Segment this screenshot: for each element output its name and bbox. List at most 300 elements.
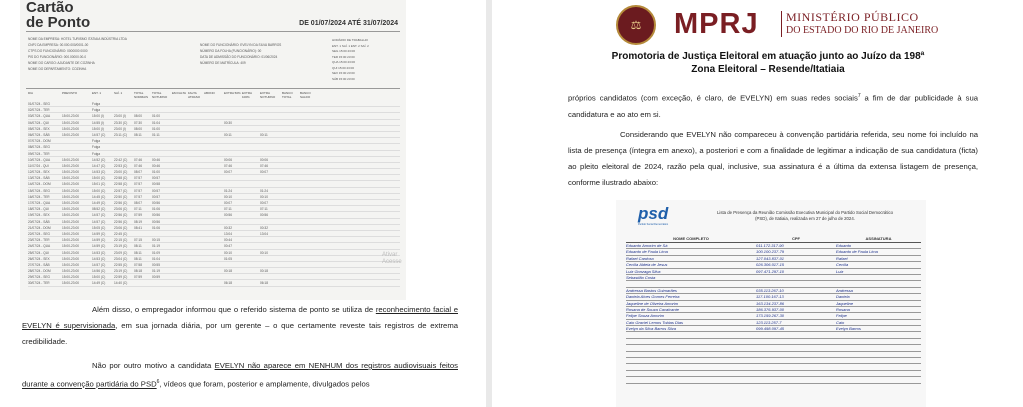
table-cell: 15:05 (C) — [92, 225, 106, 230]
table-cell: 22:42 (C) — [114, 157, 128, 162]
presence-cell: Sebastião Costa — [626, 274, 656, 280]
presence-cell — [626, 364, 756, 369]
table-cell: 00:55 — [152, 262, 160, 267]
employee-info-left — [28, 36, 127, 72]
table-cell: 14:57 (C) — [92, 213, 106, 218]
table-cell: 08:07 — [134, 201, 142, 205]
presence-cell — [626, 371, 756, 376]
table-cell: 07:59 — [134, 213, 142, 218]
table-cell: 07:57 — [134, 188, 142, 193]
table-cell: 00:10 — [260, 250, 268, 255]
table-cell: 00:15 — [152, 238, 160, 243]
table-cell: 22:59 (C) — [114, 275, 128, 280]
table-column-header: PREVISTO — [62, 91, 78, 95]
presence-cell — [756, 377, 836, 382]
table-cell: 15:00-23:00 — [62, 231, 80, 236]
presence-cell: Evelyn da Silva Barros Silva — [626, 326, 677, 332]
table-cell: 06/07/24 - SÁB — [28, 132, 50, 137]
table-cell: 22/07/24 - SEG — [28, 231, 50, 236]
table-column-header: EXTRA NOTURNO — [260, 91, 276, 99]
presence-cell: Felipe — [836, 313, 847, 319]
info-line: CNPJ DA EMPRESA: 00.000.000/0001-00 — [28, 43, 89, 47]
table-cell: 15:00-23:00 — [62, 120, 80, 125]
schedule-line: ENT. 1 SAÍ. 1 ENT. 2 SAÍ. 2 — [332, 43, 369, 48]
table-cell: 28/07/24 - DOM — [28, 269, 51, 274]
timecard-title: Cartão de Ponto — [26, 0, 91, 31]
timecard-scan — [20, 0, 406, 300]
table-cell: 08:18 — [134, 269, 142, 274]
table-cell: 00:11 — [224, 132, 232, 137]
table-cell: 11/07/24 - QUI — [28, 163, 49, 168]
presence-cell: Luiz Gonzaga Silva — [626, 268, 661, 274]
presence-cell — [756, 358, 836, 363]
table-cell: 27/07/24 - SÁB — [28, 262, 50, 267]
table-column-header: TOTAL NOTURNO — [152, 91, 168, 99]
table-cell: 01:00 — [152, 126, 160, 131]
table-cell: 15:00-23:00 — [62, 157, 80, 162]
table-column-header: EM FALTA — [172, 91, 187, 95]
presence-cell — [836, 352, 921, 357]
table-cell: 01:24 — [224, 188, 232, 193]
table-cell: 14:52 (C) — [92, 157, 106, 162]
table-cell: 15:00-23:00 — [62, 219, 80, 224]
table-cell: 00:59 — [152, 275, 160, 280]
table-cell: 23:06 (C) — [114, 207, 128, 212]
presence-cell: 011.172.317-90 — [756, 243, 784, 248]
table-cell: 01:04 — [152, 256, 160, 261]
table-column-header: BANCO SALDO — [300, 91, 311, 99]
table-cell: 01:24 — [260, 188, 268, 193]
table-cell: 14:57 (C) — [92, 262, 106, 267]
table-cell: 14:53 (C) — [92, 170, 106, 175]
presence-table-body — [626, 243, 921, 384]
table-cell: 07:15 — [134, 238, 142, 243]
table-cell: 15:00-23:00 — [62, 281, 80, 286]
table-cell: 15:00-23:00 — [62, 126, 80, 131]
table-cell: 09/07/24 - TER — [28, 151, 50, 156]
table-cell: 07:11 — [224, 207, 232, 212]
presence-cell — [836, 281, 921, 286]
table-row — [28, 280, 400, 286]
table-cell: 08:41 — [134, 225, 142, 230]
info-line: CTPS DO FUNCIONÁRIO: 0000000 0000 — [28, 49, 88, 53]
table-cell: 07:11 — [260, 207, 268, 212]
table-cell: 15:00-23:00 — [62, 176, 80, 181]
table-column-header: SAÍ. 1 — [114, 91, 123, 95]
presence-cell — [626, 352, 756, 357]
table-cell: 15:00-23:00 — [62, 163, 80, 168]
table-cell: 14:53 (C) — [92, 250, 106, 255]
presence-cell: Cecília — [836, 262, 849, 268]
presence-cell: Luiz — [836, 268, 844, 274]
table-cell: 23:30 (C) — [114, 120, 128, 125]
table-cell: 15:00-23:00 — [62, 262, 80, 267]
psd-logo-subtitle: Partido Social Democrático — [638, 223, 669, 226]
table-cell: 14:57 (C) — [92, 132, 106, 137]
mprj-logo: MPRJ — [674, 8, 759, 40]
table-column-header: EXTRA 50% — [224, 91, 241, 95]
table-cell: 06:18 — [260, 281, 268, 286]
table-cell: 07:46 — [134, 157, 142, 162]
table-cell: 00:10 — [260, 194, 268, 199]
table-cell: 08:11 — [134, 250, 142, 255]
table-cell: 00:07 — [260, 170, 268, 175]
paragraph-attendance-list: Considerando que EVELYN não compareceu à convenção partidária referida, seu nome foi incluído na lista de presença (íntegra em anexo), a posteriori e com a finalidade de legitimar a indicação de sua candidatura (ficta) ao pleito eleitoral de 2024, razão pela qual, inclusive, sua assinatura é a última da extensa listagem de presença, conforme ilustrado abaixo: — [568, 130, 978, 187]
table-cell: 14:49 (C) — [92, 281, 106, 286]
presence-cell: Rosana de Souza Cavalcante — [626, 306, 679, 312]
table-cell: Folga — [92, 145, 100, 150]
table-cell: 22:56 (C) — [114, 213, 128, 218]
table-cell: 24/07/24 - QUA — [28, 244, 51, 249]
table-cell: 23:19 (C) — [114, 244, 128, 249]
table-cell: 15:00-23:00 — [62, 207, 80, 212]
table-column-header: ENT. 1 — [92, 91, 102, 95]
table-cell: 07:58 — [134, 262, 142, 267]
table-cell: 00:57 — [152, 194, 160, 199]
schedule-line: SEG 15:00 23:00 — [332, 49, 356, 53]
table-cell: 15:00-23:00 — [62, 194, 80, 199]
table-cell: 22:57 (C) — [114, 188, 128, 193]
table-cell: 23:19 (C) — [114, 269, 128, 274]
info-line: NOME DO DEPARTAMENTO: COZINHA — [28, 67, 87, 71]
table-cell: 15:00-23:00 — [62, 238, 80, 243]
table-cell: 01/07/24 - SEG — [28, 102, 50, 106]
table-cell: 07:59 — [134, 275, 142, 280]
table-cell: 15:00-23:00 — [62, 225, 80, 230]
table-cell: 00:56 — [152, 201, 160, 205]
presence-list-scan — [616, 200, 926, 407]
table-cell: 01:11 — [152, 132, 160, 137]
table-cell: 00:10 — [224, 250, 232, 255]
presence-cell — [836, 345, 921, 350]
table-cell: 07/07/24 - DOM — [28, 139, 51, 144]
table-cell: 14:59 (C) — [92, 238, 106, 243]
table-cell: 17/07/24 - QUA — [28, 201, 51, 205]
info-line: DATA DE ADMISSÃO DO FUNCIONÁRIO: 01/06/2024 — [200, 55, 278, 59]
table-cell: 20/07/24 - SÁB — [28, 219, 50, 224]
paragraph-social-media: próprios candidatos (com exceção, é claro, de EVELYN) em suas redes sociais$^7$ a fim de dar publicidade à sua candidatura e ao ato em si. — [568, 93, 978, 119]
paragraph-no-audiovisual: Não por outro motivo a candidata EVELYN não aparece em NENHUM dos registros audiovisuais feitos durante a convenção partidária do PSD$^6$, vídeos que foram, posterior e amplamente, divulgados pelos — [22, 361, 458, 389]
table-cell: 15:00-23:00 — [62, 213, 80, 218]
table-cell: 14:53 (C) — [92, 256, 106, 261]
presence-cell — [626, 377, 756, 382]
table-cell: 00:56 — [152, 219, 160, 224]
table-cell: 08:19 — [134, 219, 142, 224]
table-cell: 18/07/24 - QUI — [28, 207, 49, 212]
table-cell: 23:09 (C) — [114, 250, 128, 255]
table-cell: 14:59 (C) — [92, 231, 106, 236]
employee-info-right — [200, 42, 281, 66]
table-cell: 14:57 (C) — [92, 219, 106, 224]
presence-cell: Felipe Souza Amorim — [626, 313, 665, 319]
table-cell: 07:46 — [260, 163, 268, 168]
presence-cell: Jaqueline — [836, 300, 854, 306]
table-cell: 22:50 (C) — [114, 194, 128, 199]
table-cell: 22:15 (C) — [114, 238, 128, 243]
presence-cell: 163.134.237-86 — [756, 300, 785, 306]
info-line: NOME DO CARGO: AJUDANTE DE COZINHA — [28, 61, 95, 65]
table-cell: 05/07/24 - SEX — [28, 126, 50, 131]
schedule-line: QUA 15:00 23:00 — [332, 60, 356, 64]
schedule-line: TER 15:00 23:00 — [332, 54, 355, 59]
presence-row — [626, 377, 921, 383]
presence-cell: 100.100.237-79 — [756, 249, 785, 255]
table-cell: 29/07/24 - SEG — [28, 275, 50, 280]
table-cell: 00:18 — [260, 269, 268, 274]
table-cell: 14:56 (C) — [92, 269, 106, 274]
table-cell: Folga — [92, 139, 100, 144]
presence-cell: 097.471.297-10 — [756, 268, 785, 274]
info-line: NÚMERO DE MATRÍCULA: 409 — [200, 61, 246, 65]
presence-cell: Rafael — [836, 255, 848, 261]
mprj-emblem-icon: ⚖ — [616, 5, 656, 45]
presence-cell — [626, 281, 756, 286]
presence-cell: 173.159.267-30 — [756, 313, 785, 319]
presence-cell: 035.113.267-10 — [756, 287, 784, 293]
table-cell: 30/07/24 - TER — [28, 281, 50, 286]
table-column-header: ABONO — [204, 91, 215, 95]
table-cell: 13:04 — [224, 231, 232, 236]
presence-column-header: NOME COMPLETO — [673, 236, 709, 241]
table-column-header: BANCO TOTAL — [282, 91, 293, 99]
table-cell: 04/07/24 - QUI — [28, 120, 49, 125]
presence-cell: Andressa Bastos Guimarães — [626, 287, 677, 293]
presence-cell: Andressa — [836, 287, 853, 293]
table-cell: 01:06 — [152, 207, 160, 212]
table-cell: 08:00 — [134, 126, 142, 131]
presence-cell — [836, 275, 921, 280]
schedule-line: HORÁRIO DE TRABALHO — [332, 38, 368, 42]
table-cell: Folga — [92, 108, 100, 113]
schedule-line: SÁB 15:00 23:00 — [332, 76, 355, 81]
table-cell: 01:05 — [224, 256, 232, 261]
table-cell: Folga — [92, 151, 100, 156]
timecard-table-body — [28, 101, 400, 287]
table-cell: 00:32 — [260, 225, 268, 230]
table-cell: 00:07 — [224, 170, 232, 175]
table-cell: 22:56 (C) — [114, 201, 128, 205]
table-cell: 07:57 — [134, 194, 142, 199]
table-cell: 15:00-23:00 — [62, 114, 80, 119]
table-cell: 00:47 — [224, 244, 232, 249]
table-cell: 00:56 — [152, 213, 160, 218]
table-cell: 23:00 (C) — [114, 170, 128, 175]
presence-cell — [836, 339, 921, 344]
table-cell: 22:55 (C) — [114, 262, 128, 267]
presence-column-header: CPF — [792, 236, 800, 241]
presence-cell — [626, 332, 756, 337]
presence-cell: Jaqueline de Oliveira Amorim — [626, 300, 679, 306]
table-cell: 22:53 (C) — [114, 163, 128, 168]
table-cell: 07:30 — [134, 120, 142, 125]
table-cell: 07:11 — [134, 207, 142, 212]
table-cell: 00:11 — [260, 132, 268, 137]
right-document-page — [492, 0, 1023, 407]
table-cell: 07:57 — [134, 176, 142, 181]
timecard-table-header — [28, 91, 400, 101]
table-cell: 23/07/24 - TER — [28, 238, 50, 243]
info-line: PIS DO FUNCIONÁRIO: 000.00000.00-0 — [28, 55, 87, 59]
table-cell: 00:56 — [224, 213, 232, 218]
table-cell: 15:00-23:00 — [62, 182, 80, 187]
info-line: NOME DO FUNCIONÁRIO: EVELYN DA SILVA BARROS — [200, 43, 282, 47]
presence-cell: 117.100.167-13 — [756, 294, 784, 300]
presence-column-header: ASSINATURA — [865, 236, 892, 241]
table-cell: 10/07/24 - QUA — [28, 157, 51, 162]
presence-cell — [836, 364, 921, 369]
presence-cell — [836, 332, 921, 337]
presence-cell — [756, 352, 836, 357]
presence-cell: Daniela — [836, 294, 850, 300]
presence-cell: Eduardo — [836, 243, 852, 248]
presence-cell: Caio — [836, 319, 845, 325]
presence-cell: Cecília Aldeia de Jesus — [626, 262, 668, 268]
table-cell: 26/07/24 - SEX — [28, 256, 50, 261]
presence-table — [626, 236, 921, 384]
ministry-state: DO ESTADO DO RIO DE JANEIRO — [786, 25, 939, 36]
presence-cell — [626, 339, 756, 344]
presence-cell — [626, 358, 756, 363]
table-cell: 01:19 — [152, 269, 160, 274]
table-cell: 00:32 — [224, 225, 232, 230]
table-cell: 00:10 — [224, 194, 232, 199]
table-cell: 21/07/24 - DOM — [28, 225, 51, 230]
work-schedule — [332, 38, 369, 82]
schedule-line: SEX 15:00 23:00 — [332, 71, 355, 75]
table-cell: 01:19 — [152, 244, 160, 249]
table-cell: 15:00 (I) — [92, 114, 104, 119]
table-cell: 01:06 — [152, 225, 160, 230]
divider — [26, 88, 400, 89]
table-cell: 14:47 (C) — [92, 163, 106, 168]
table-cell: 08:07 — [134, 170, 142, 175]
table-cell: 15:00-23:00 — [62, 170, 80, 175]
table-cell: 22:56 (C) — [114, 219, 128, 224]
table-cell: 01:00 — [152, 170, 160, 175]
table-cell: 15:00-23:00 — [62, 188, 80, 193]
presence-cell: 123.113.257-7 — [756, 319, 782, 325]
ministry-name: MINISTÉRIO PÚBLICO — [786, 10, 919, 24]
table-cell: 15:00-23:00 — [62, 269, 80, 274]
table-cell: 22:58 (C) — [114, 182, 128, 187]
table-cell: 03/07/24 - QUA — [28, 114, 51, 119]
table-cell: 15/07/24 - SEG — [28, 188, 50, 193]
table-cell: 22:58 (C) — [114, 176, 128, 181]
presence-cell — [756, 281, 836, 286]
info-line: NOME DA EMPRESA: HOTEL TURISMO ITATIAIA INDÚSTRIA LTDA — [28, 37, 127, 41]
table-cell: 23:11 (C) — [114, 132, 128, 137]
table-cell: 00:58 — [152, 182, 160, 187]
presence-cell: 099.498.097-45 — [756, 326, 785, 332]
logo-separator — [781, 11, 782, 37]
table-cell: 14:59 (C) — [92, 244, 106, 249]
presence-cell: Rosana — [836, 306, 850, 312]
table-cell: 07:57 — [134, 182, 142, 187]
presence-cell — [756, 345, 836, 350]
presence-cell: 186.376.937-00 — [756, 306, 785, 312]
table-cell: 01:04 — [152, 120, 160, 125]
presence-cell: 127.043.837-01 — [756, 255, 785, 261]
presence-cell: Eduardo de Paula Lima — [836, 249, 878, 255]
table-column-header: EXTRA 100% — [242, 91, 252, 99]
table-cell: 01:00 — [152, 114, 160, 119]
table-cell: 15:00-23:00 — [62, 244, 80, 249]
table-cell: 08:52 (C) — [92, 207, 106, 212]
table-cell: 00:06 — [260, 157, 268, 162]
presence-cell — [836, 358, 921, 363]
table-cell: 00:07 — [224, 201, 232, 205]
table-cell: 14:45 (C) — [92, 194, 106, 199]
table-cell: 00:18 — [224, 269, 232, 274]
table-cell: 16/07/24 - TER — [28, 194, 50, 199]
table-cell: 08:11 — [134, 256, 142, 261]
presence-cell — [756, 332, 836, 337]
table-cell: 00:57 — [152, 176, 160, 181]
timecard-period: DE 01/07/2024 ATÉ 31/07/2024 — [299, 20, 398, 27]
table-cell: 22:45 (C) — [114, 231, 128, 236]
table-cell: 15:00-23:00 — [62, 275, 80, 280]
psd-logo: psd — [638, 204, 669, 223]
table-cell: 00:46 — [152, 163, 160, 168]
activation-watermark: Ativar Acesse — [382, 252, 402, 265]
table-cell: 15:00 (C) — [92, 275, 106, 280]
table-cell: 12/07/24 - SEX — [28, 170, 50, 175]
table-cell: 14:49 (C) — [92, 201, 106, 205]
table-cell: 00:30 — [224, 120, 232, 125]
table-cell: 08:11 — [134, 244, 142, 249]
table-cell: 08/07/24 - SEG — [28, 145, 50, 150]
table-cell: 23:06 (C) — [114, 225, 128, 230]
presence-list-heading: Lista de Presença da Reunião Comissão Executiva Municipal do Partido Social Democrático (PSD), de Itatiaia, realizada em 27 de julho de 2024. — [716, 210, 894, 221]
presence-cell — [756, 275, 836, 280]
table-cell: 13:04 — [260, 231, 268, 236]
table-cell: 00:56 — [260, 213, 268, 218]
table-cell: 25/07/24 - QUI — [28, 250, 49, 255]
table-cell: 15:00 (C) — [92, 176, 106, 181]
schedule-line: QUI 15:00 23:00 — [332, 65, 355, 70]
table-cell: 08:00 — [134, 114, 142, 119]
table-cell: 00:57 — [152, 188, 160, 193]
table-cell: 07:46 — [224, 163, 232, 168]
table-cell: 23:00 (I) — [114, 114, 126, 119]
table-cell: 00:44 — [224, 238, 232, 243]
presence-cell: 026.306.017-15 — [756, 262, 785, 268]
table-cell: 23:04 (C) — [114, 256, 128, 261]
presence-cell: Eduardo de Paula Lima — [626, 249, 668, 255]
table-cell: Folga — [92, 102, 100, 106]
table-cell: 14:55 (I) — [92, 120, 104, 125]
presence-cell: Daniela Alves Gomes Ferreira — [626, 294, 680, 300]
table-cell: 07:46 — [134, 163, 142, 168]
table-cell: 13/07/24 - SÁB — [28, 176, 50, 181]
table-cell: 00:07 — [260, 201, 268, 205]
presence-cell — [836, 377, 921, 382]
presence-cell: Eduardo Amorim de Sá — [626, 243, 668, 248]
presence-cell — [626, 345, 756, 350]
divider — [26, 31, 400, 32]
presence-cell — [756, 364, 836, 369]
table-cell: 15:00 (I) — [92, 126, 104, 131]
table-cell: 19/07/24 - SEX — [28, 213, 50, 218]
table-cell: 15:01 (C) — [92, 182, 106, 187]
table-cell: 15:00-23:00 — [62, 201, 80, 205]
table-column-header: DIA — [28, 91, 34, 95]
promotoria-title: Promotoria de Justiça Eleitoral em atuação junto ao Juízo da 198ª Zona Eleitoral – Resende/Itatiaia — [611, 51, 925, 75]
paragraph-facial-recognition: Além disso, o empregador informou que o referido sistema de ponto se utiliza de reconhecimento facial e EVELYN é supervisionada, em sua jornada diária, por um gerente – o que certamente reveste tais registros de extrema credibilidade. — [22, 305, 458, 346]
table-cell: 06:18 — [224, 281, 232, 286]
presence-table-header — [626, 236, 921, 243]
presence-cell — [756, 371, 836, 376]
